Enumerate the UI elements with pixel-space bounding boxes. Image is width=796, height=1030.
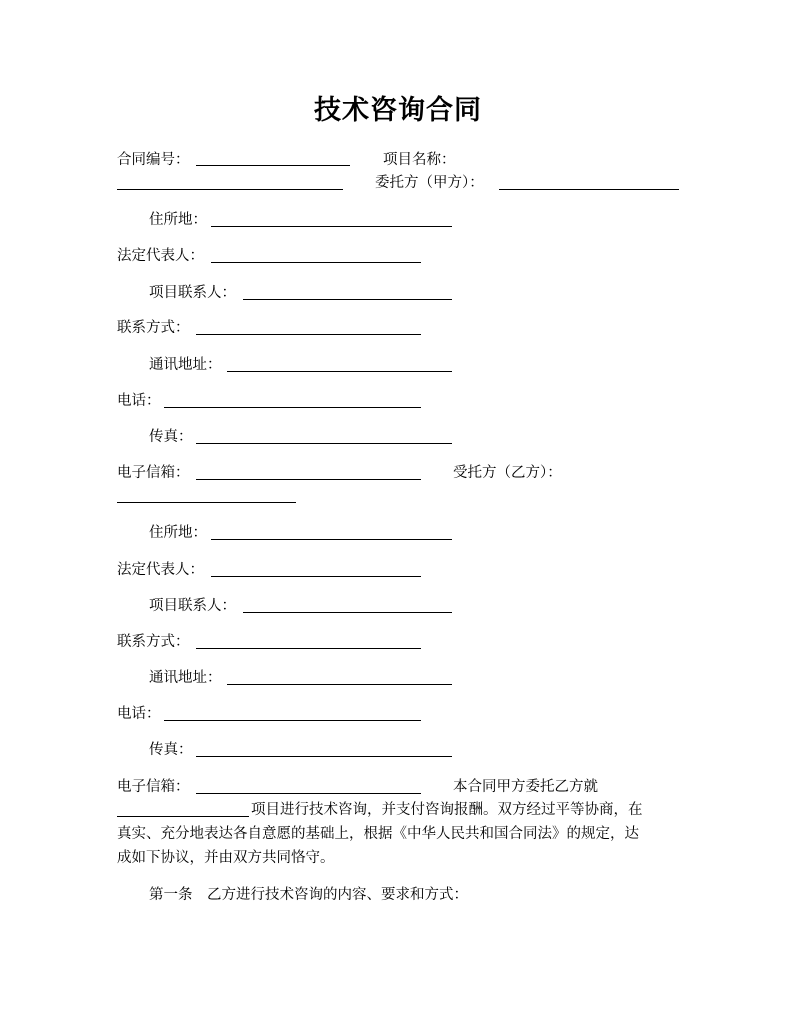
- party-a-legal-rep-label: 法定代表人：: [117, 248, 204, 264]
- trustee-blank[interactable]: [117, 502, 296, 503]
- party-a-phone-label: 电话：: [117, 393, 161, 409]
- party-b-legal-rep-blank[interactable]: [211, 576, 421, 577]
- party-b-phone-label: 电话：: [117, 706, 161, 722]
- party-b-contact-blank[interactable]: [243, 612, 452, 613]
- party-a-contact-blank[interactable]: [243, 299, 452, 300]
- party-b-fax-label: 传真：: [149, 742, 193, 758]
- party-a-phone-blank[interactable]: [164, 407, 421, 408]
- intro-line-2: 项目进行技术咨询，并支付咨询报酬。双方经过平等协商，在: [251, 802, 643, 818]
- contract-no-blank[interactable]: [196, 165, 350, 166]
- intro-line-4: 成如下协议，并由双方共同恪守。: [117, 850, 335, 866]
- party-a-contact-label: 项目联系人：: [149, 285, 236, 301]
- client-label: 委托方（甲方）：: [375, 175, 484, 191]
- party-b-mail-address-label: 通讯地址：: [149, 670, 222, 686]
- document-title: 技术咨询合同: [314, 95, 482, 126]
- party-b-address-label: 住所地：: [149, 525, 207, 541]
- consult-project-blank[interactable]: [117, 816, 249, 817]
- intro-line-3: 真实、充分地表达各自意愿的基础上，根据《中华人民共和国合同法》的规定，达: [117, 826, 639, 842]
- party-b-email-blank[interactable]: [196, 793, 421, 794]
- party-a-address-label: 住所地：: [149, 212, 207, 228]
- trustee-label: 受托方（乙方）：: [453, 465, 562, 481]
- party-b-phone-blank[interactable]: [164, 720, 421, 721]
- party-b-email-label: 电子信箱：: [117, 779, 190, 795]
- project-name-label: 项目名称：: [383, 152, 456, 168]
- party-a-contact-method-blank[interactable]: [196, 334, 421, 335]
- client-blank[interactable]: [499, 189, 679, 190]
- article-1-heading: 第一条 乙方进行技术咨询的内容、要求和方式：: [149, 887, 468, 903]
- party-a-address-blank[interactable]: [211, 226, 452, 227]
- party-a-mail-address-label: 通讯地址：: [149, 357, 222, 373]
- party-a-legal-rep-blank[interactable]: [211, 262, 421, 263]
- party-a-mail-address-blank[interactable]: [227, 371, 452, 372]
- party-b-mail-address-blank[interactable]: [227, 684, 452, 685]
- party-b-address-blank[interactable]: [211, 539, 452, 540]
- party-a-email-blank[interactable]: [196, 479, 421, 480]
- party-a-fax-label: 传真：: [149, 429, 193, 445]
- party-b-fax-blank[interactable]: [196, 756, 452, 757]
- party-a-fax-blank[interactable]: [196, 443, 452, 444]
- party-a-contact-method-label: 联系方式：: [117, 320, 190, 336]
- intro-lead: 本合同甲方委托乙方就: [453, 779, 598, 795]
- contract-no-label: 合同编号：: [117, 152, 190, 168]
- party-a-email-label: 电子信箱：: [117, 465, 190, 481]
- party-b-contact-label: 项目联系人：: [149, 598, 236, 614]
- party-b-legal-rep-label: 法定代表人：: [117, 562, 204, 578]
- party-b-contact-method-label: 联系方式：: [117, 634, 190, 650]
- project-name-blank[interactable]: [117, 189, 343, 190]
- party-b-contact-method-blank[interactable]: [196, 648, 421, 649]
